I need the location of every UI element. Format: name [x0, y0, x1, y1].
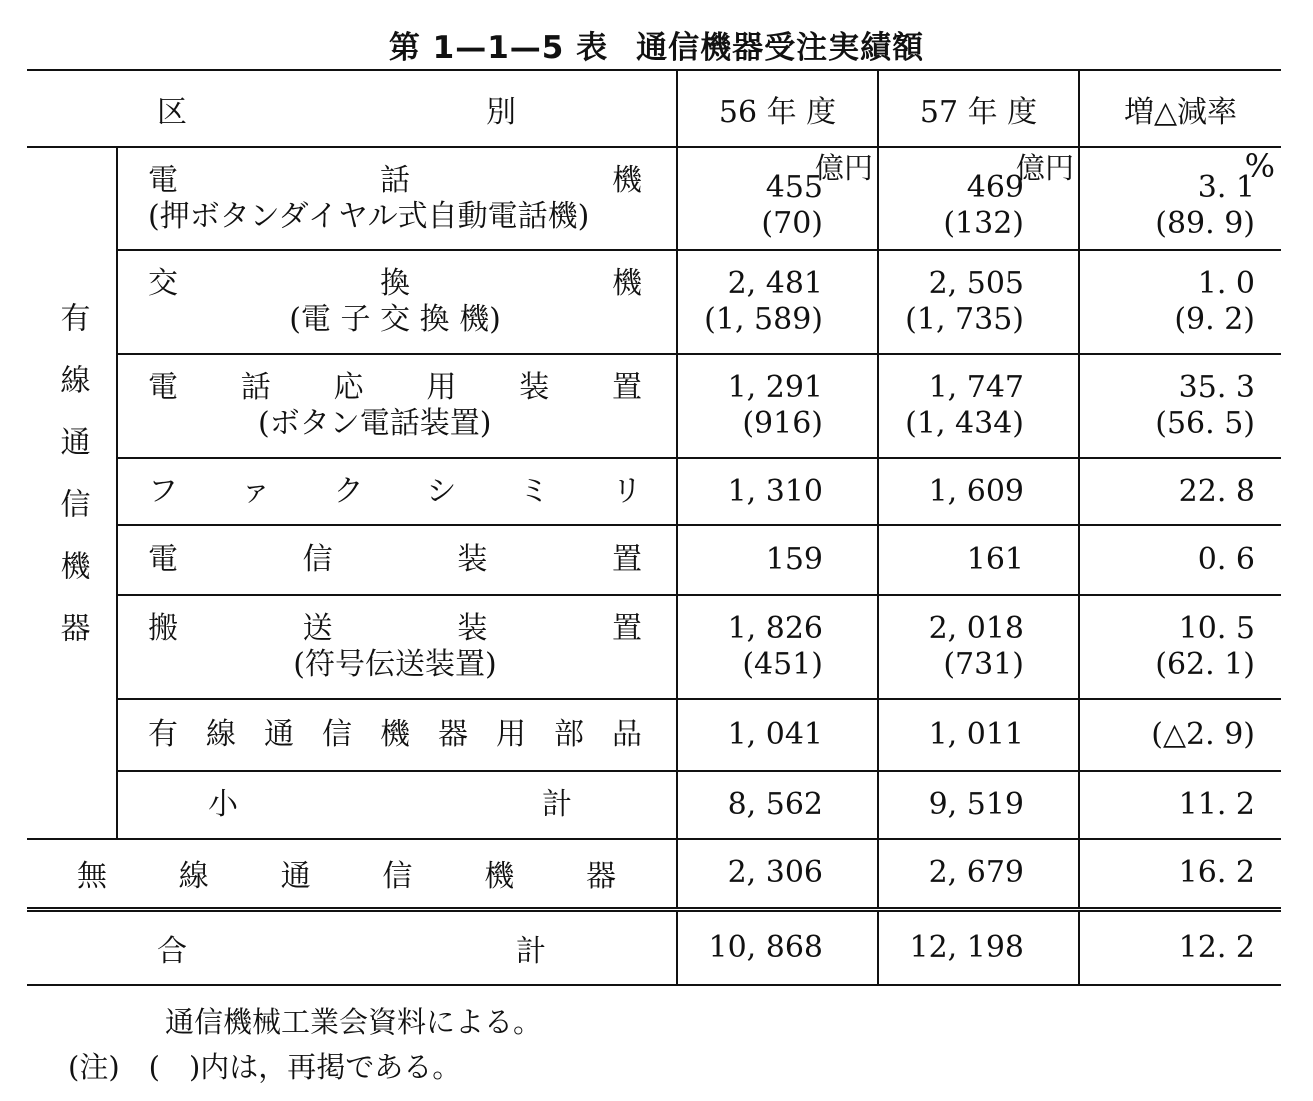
subtotal-row [27, 771, 1281, 839]
row-label: 合 計 [27, 909, 677, 985]
cell-y57: 12, 198 [878, 909, 1079, 985]
row-label: 交 換 機 (電 子 交 換 機) [117, 250, 677, 354]
table-row [27, 147, 1281, 250]
table-row [27, 525, 1281, 595]
row-label: 有 線 通 信 機 器 用 部 品 [117, 699, 677, 771]
source-note: 通信機械工業会資料による。 [165, 1005, 543, 1039]
row-sub-label: (電 子 交 換 機) [289, 302, 501, 337]
cell-y56: 2, 306 [677, 839, 878, 909]
cell-rate: (△2. 9) [1079, 699, 1281, 771]
cell-y57: 億円 469 (132) [878, 147, 1079, 250]
cell-rate: 16. 2 [1079, 839, 1281, 909]
cell-y56: 1, 826 (451) [677, 595, 878, 699]
table-row [27, 595, 1281, 699]
row-label: 小 計 [117, 771, 677, 839]
table-number: 第 1—1—5 表 [388, 30, 609, 66]
cell-y57: 2, 505 (1, 735) [878, 250, 1079, 354]
cell-y57: 1, 011 [878, 699, 1079, 771]
cell-rate: 35. 3 (56. 5) [1079, 354, 1281, 458]
group-label: 有線通信機器 [54, 302, 90, 674]
table-title [0, 22, 1313, 67]
total-row [27, 909, 1281, 985]
table-row [27, 354, 1281, 458]
header-year57: 57 年 度 [878, 70, 1079, 147]
cell-rate: 10. 5 (62. 1) [1079, 595, 1281, 699]
cell-y56: 10, 868 [677, 909, 878, 985]
table-row [27, 699, 1281, 771]
cell-y57: 9, 519 [878, 771, 1079, 839]
group-label-cell [27, 147, 117, 839]
cell-y57: 1, 747 (1, 434) [878, 354, 1079, 458]
header-category-betsu: 別 [486, 94, 516, 130]
cell-rate: 12. 2 [1079, 909, 1281, 985]
cell-y56: 1, 041 [677, 699, 878, 771]
cell-y57: 2, 018 (731) [878, 595, 1079, 699]
cell-rate: 0. 6 [1079, 525, 1281, 595]
row-label: 電 話 応 用 装 置 (ボタン電話装置) [117, 354, 677, 458]
header-year56: 56 年 度 [677, 70, 878, 147]
row-sub-label: (符号伝送装置) [293, 647, 497, 682]
cell-y56: 159 [677, 525, 878, 595]
cell-y57: 2, 679 [878, 839, 1079, 909]
cell-y56: 1, 310 [677, 458, 878, 525]
row-label: 電 信 装 置 [117, 525, 677, 595]
row-label: 電 話 機 (押ボタンダイヤル式自動電話機) [117, 147, 677, 250]
row-label: フ ァ ク シ ミ リ [117, 458, 677, 525]
unit-percent: % [1244, 147, 1275, 185]
row-sub-label: (ボタン電話装置) [258, 406, 492, 441]
unit-oku-yen: 億円 [814, 151, 873, 185]
cell-y56: 1, 291 (916) [677, 354, 878, 458]
header-row [27, 70, 1281, 147]
cell-rate: 11. 2 [1079, 771, 1281, 839]
cell-y57: 161 [878, 525, 1079, 595]
unit-oku-yen: 億円 [1015, 151, 1074, 185]
cell-y56: 8, 562 [677, 771, 878, 839]
cell-rate: % 3. 1 (89. 9) [1079, 147, 1281, 250]
cell-rate: 22. 8 [1079, 458, 1281, 525]
header-category-ku: 区 [157, 94, 187, 130]
cell-y57: 1, 609 [878, 458, 1079, 525]
table-caption: 通信機器受注実績額 [636, 30, 925, 66]
cell-rate: 1. 0 (9. 2) [1079, 250, 1281, 354]
header-change: 増△減率 [1079, 70, 1281, 147]
header-category [27, 70, 677, 147]
row-label: 搬 送 装 置 (符号伝送装置) [117, 595, 677, 699]
cell-y56: 億円 455 (70) [677, 147, 878, 250]
table-row [27, 458, 1281, 525]
row-sub-label: (押ボタンダイヤル式自動電話機) [148, 198, 590, 234]
wireless-row [27, 839, 1281, 909]
row-label: 無 線 通 信 機 器 [27, 839, 677, 909]
cell-y56: 2, 481 (1, 589) [677, 250, 878, 354]
orders-table [27, 69, 1281, 986]
table-row [27, 250, 1281, 354]
footnote: (注) ( )内は，再掲である。 [68, 1050, 462, 1084]
